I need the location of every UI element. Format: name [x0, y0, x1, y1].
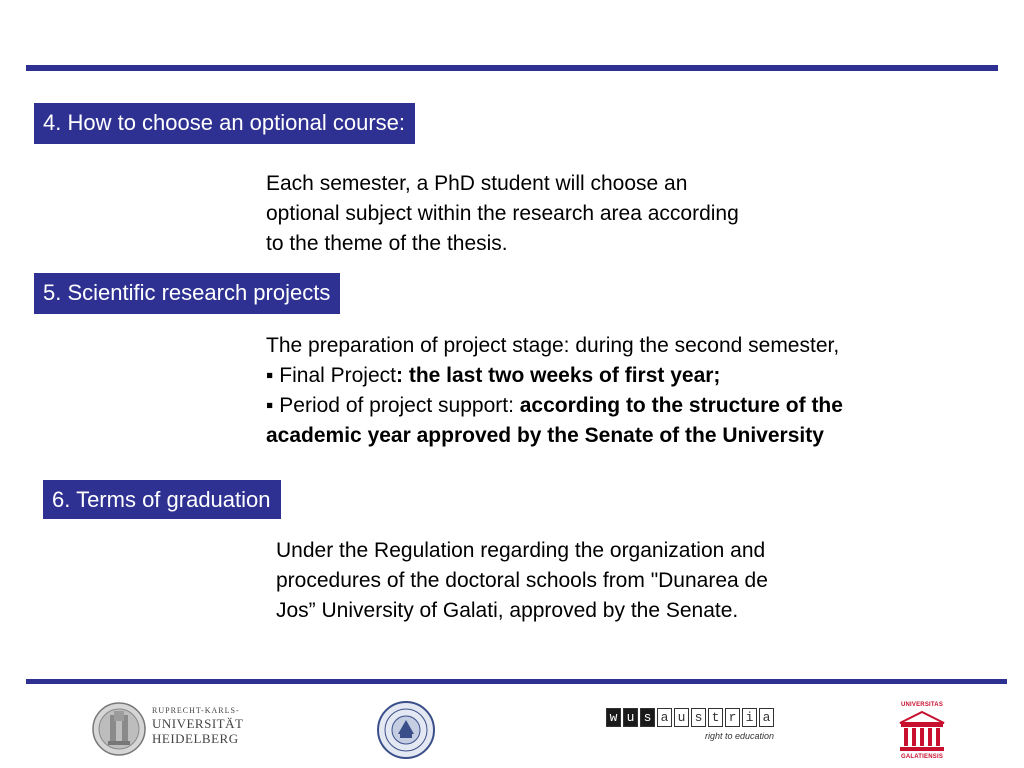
section-5-line-2 — [266, 361, 1006, 391]
wus-letter: w — [606, 708, 621, 727]
wus-letter: r — [725, 708, 740, 727]
section-5-line-4 — [266, 421, 1006, 451]
support-period-label: ▪ Period of project support: — [266, 394, 520, 417]
section-4-line-2: optional subject within the research area according — [266, 202, 739, 225]
bottom-divider — [26, 679, 1007, 684]
section-4-line-3: to the theme of the thesis. — [266, 232, 508, 255]
section-6-line-1: Under the Regulation regarding the organization and — [276, 539, 766, 562]
final-project-value: : the last two weeks of first year; — [396, 364, 721, 387]
wus-letter: a — [759, 708, 774, 727]
support-period-value-cont: academic year approved by the Senate of the University — [266, 424, 824, 447]
heidelberg-logo — [92, 701, 252, 759]
section-5-line-3 — [266, 391, 1006, 421]
wus-letter: a — [657, 708, 672, 727]
section-6-line-3: Jos” University of Galati, approved by the Senate. — [276, 599, 739, 622]
section-6-line-2: procedures of the doctoral schools from "Dunarea de — [276, 569, 768, 592]
heidelberg-line-2: UNIVERSITÄT — [152, 716, 244, 731]
section-5-heading: 5. Scientific research projects — [34, 273, 340, 314]
heidelberg-line-3: HEIDELBERG — [152, 731, 239, 746]
wus-letter: t — [708, 708, 723, 727]
section-6-heading: 6. Terms of graduation — [43, 480, 281, 519]
section-4-heading: 4. How to choose an optional course: — [34, 103, 415, 144]
wus-austria-logo — [606, 708, 778, 748]
section-5-body — [266, 331, 1006, 451]
wus-tagline: right to education — [704, 731, 774, 741]
universitas-bottom-label: GALATIENSIS — [900, 754, 944, 760]
final-project-label: ▪ Final Project — [266, 364, 396, 387]
university-seal-icon — [376, 700, 436, 760]
universitas-galatiensis-logo — [896, 700, 948, 762]
support-period-value: according to the structure of the — [519, 394, 843, 417]
section-5-line-1: The preparation of project stage: during the second semester, — [266, 334, 840, 357]
section-6-body — [276, 536, 896, 626]
wus-letter: s — [640, 708, 655, 727]
section-4-line-1: Each semester, a PhD student will choose an — [266, 172, 688, 195]
section-4-body — [266, 169, 866, 259]
wus-letter: u — [674, 708, 689, 727]
galati-seal-logo — [376, 700, 436, 760]
wus-letter: i — [742, 708, 757, 727]
universitas-top-label: UNIVERSITAS — [900, 702, 944, 708]
wus-letter: s — [691, 708, 706, 727]
top-divider — [26, 65, 998, 71]
wus-letter: u — [623, 708, 638, 727]
heidelberg-line-1: RUPRECHT-KARLS- — [152, 706, 240, 715]
university-building-icon — [896, 709, 948, 755]
heidelberg-seal-icon — [92, 701, 146, 757]
